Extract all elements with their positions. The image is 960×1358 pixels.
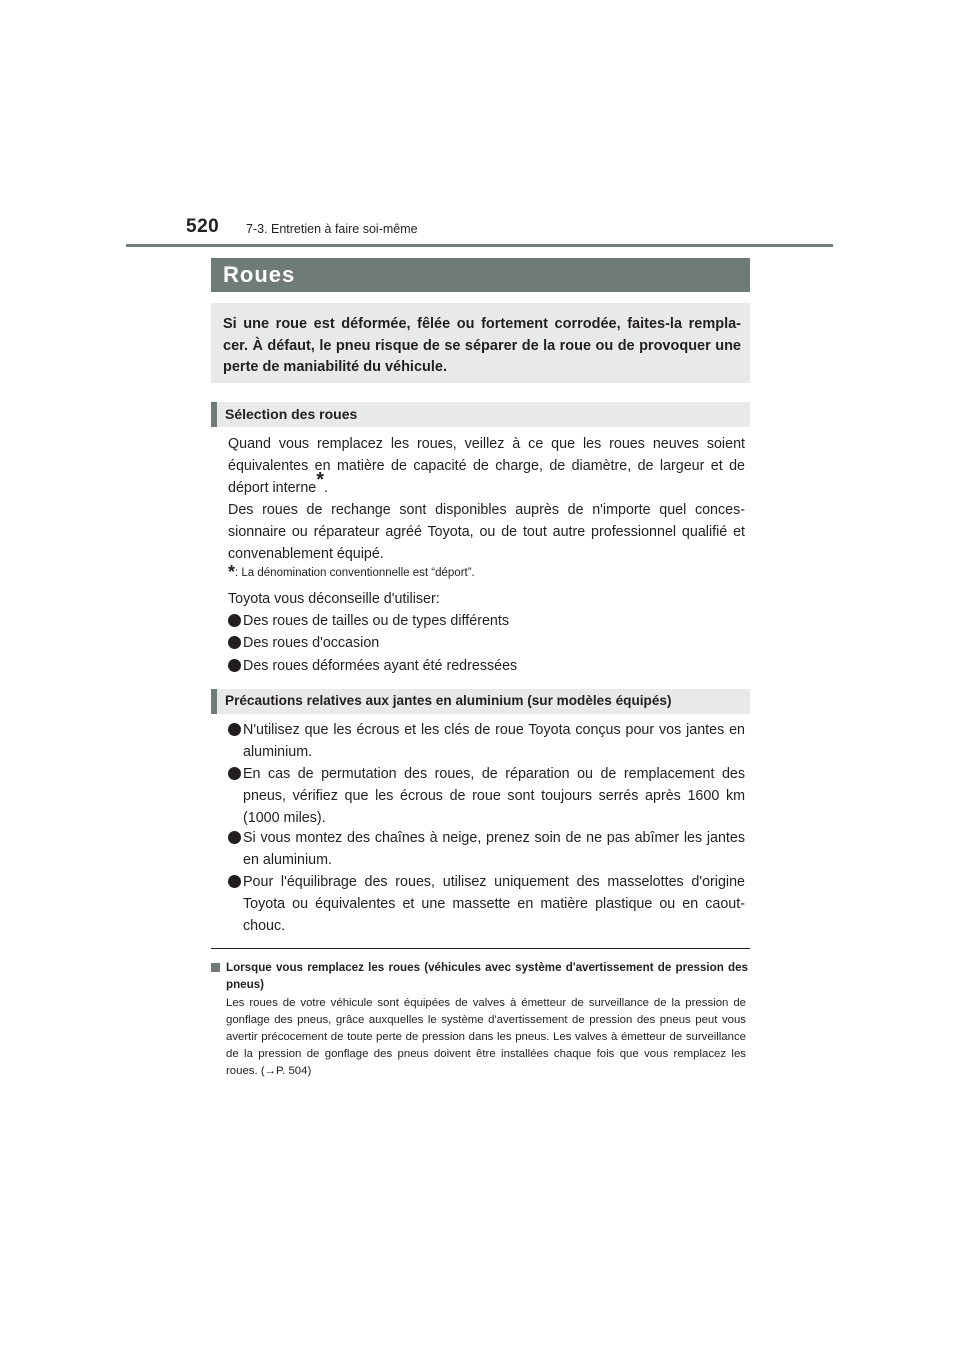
- footnote-marker: *: [316, 469, 325, 491]
- paragraph-end: .: [324, 480, 329, 496]
- bullet-icon: [228, 875, 241, 888]
- list-item-text: Pour l'équilibrage des roues, utilisez uniquement des masselottes d'origine Toyota ou équivalentes et une massette en matière plastique ou en caout- chouc.: [243, 874, 745, 934]
- wheel-selection-paragraph: [228, 433, 745, 499]
- section-heading-label: Sélection des roues: [225, 406, 358, 422]
- section-heading-label: Précautions relatives aux jantes en aluminium (sur modèles équipés): [225, 693, 672, 708]
- section-heading-aluminium-rims: [211, 689, 750, 714]
- header-rule: [126, 244, 833, 247]
- discourage-intro: Toyota vous déconseille d'utiliser:: [228, 591, 440, 607]
- intro-box: Si une roue est déformée, fêlée ou fortement corrodée, faites-la rempla- cer. À défaut, le pneu risque de se séparer de la roue ou de provoquer une perte de maniabilité du véhicule.: [211, 303, 750, 383]
- bullet-icon: [228, 659, 241, 672]
- list-item-text: Si vous montez des chaînes à neige, prenez soin de ne pas abîmer les jantes en aluminium.: [243, 830, 745, 868]
- footnote-text: : La dénomination conventionnelle est “déport”.: [235, 567, 475, 579]
- list-item-text: Des roues d'occasion: [243, 635, 380, 651]
- page-title: Roues: [223, 262, 296, 287]
- bullet-icon: [228, 767, 241, 780]
- bullet-icon: [228, 614, 241, 627]
- list-item-text: Des roues de tailles ou de types différents: [243, 613, 509, 629]
- paragraph-text: Quand vous remplacez les roues, veillez à ce que les roues neuves soient équivalentes en matière de capacité de charge, de diamètre, de largeur et de déport interne: [228, 436, 745, 496]
- note-heading-text: Lorsque vous remplacez les roues (véhicules avec système d'avertissement de pression des pneus): [226, 961, 748, 991]
- bullet-icon: [228, 723, 241, 736]
- list-item-text: En cas de permutation des roues, de réparation ou de remplacement des pneus, vérifiez que les écrous de roue sont toujours serrés après 1600 km (1000 miles).: [243, 766, 745, 826]
- list-item-text: Des roues déformées ayant été redressées: [243, 658, 518, 674]
- page-title-bar: [211, 258, 750, 292]
- bullet-icon: [228, 831, 241, 844]
- breadcrumb: 7-3. Entretien à faire soi-même: [246, 222, 418, 236]
- page-number: 520: [186, 216, 220, 237]
- bullet-icon: [228, 636, 241, 649]
- note-body: Les roues de votre véhicule sont équipées de valves à émetteur de surveillance de la pression de gonflage des pneus, grâce auxquelles le système d'avertissement de pression des pneus peut vous avertir précocement de toute perte de pression dans les pneus. Les valves à émetteur de surveillance de la pression de gonflage des pneus doivent être installées chaque fois que vous remplacez les roues. (→P. 504): [226, 997, 746, 1077]
- replacement-paragraph: Des roues de rechange sont disponibles auprès de n'importe quel conces- sionnaire ou réparateur agréé Toyota, ou de tout autre professionnel qualifié et convenablement équipé.: [228, 502, 745, 562]
- footnote: [228, 562, 745, 583]
- list-item-text: N'utilisez que les écrous et les clés de roue Toyota conçus pour vos jantes en aluminium.: [243, 722, 745, 760]
- note-divider: [211, 948, 750, 949]
- footnote-star: *: [228, 562, 236, 582]
- square-bullet-icon: [211, 963, 220, 972]
- section-heading-wheel-selection: [211, 402, 750, 427]
